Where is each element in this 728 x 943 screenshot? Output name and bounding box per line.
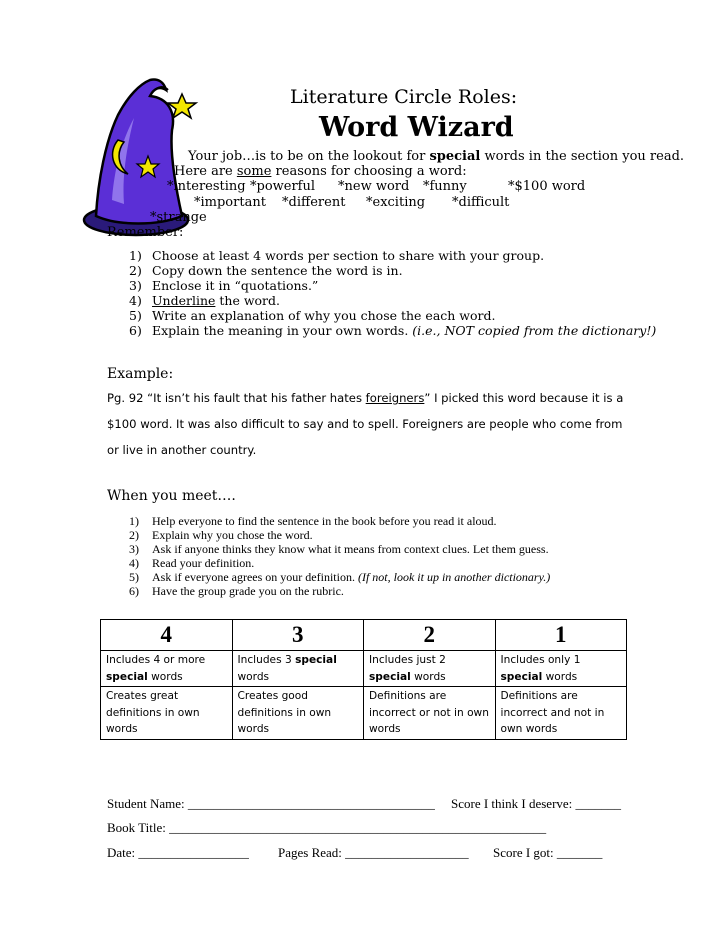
job-description bbox=[188, 149, 684, 164]
rubric-score-header: 1 bbox=[495, 620, 627, 651]
book-title-field[interactable]: Book Title: __________________________________________________________ bbox=[107, 820, 547, 835]
list-text: Choose at least 4 words per section to share with your group. bbox=[152, 248, 545, 263]
cell-text-end: words bbox=[542, 670, 578, 683]
list-text bbox=[152, 570, 550, 585]
rubric-header-row bbox=[101, 620, 627, 651]
list-number: 3) bbox=[129, 278, 142, 293]
reasons-text: Here are bbox=[174, 164, 237, 179]
example-text-end: ” I picked this word because it is a bbox=[424, 391, 624, 405]
list-text: Copy down the sentence the word is in. bbox=[152, 263, 403, 278]
list-number: 6) bbox=[129, 323, 142, 338]
list-text-start: Ask if everyone agrees on your definition. bbox=[152, 570, 358, 584]
reason-item: *funny bbox=[423, 179, 467, 194]
reasons-intro bbox=[174, 164, 467, 179]
reasons-underlined-word: some bbox=[236, 164, 272, 179]
cell-text-end: words bbox=[147, 670, 183, 683]
rubric-table bbox=[100, 619, 627, 740]
job-text: Your job…is to be on the lookout for bbox=[188, 149, 430, 164]
cell-text: Includes 3 bbox=[237, 654, 296, 666]
cell-text: Includes only 1 bbox=[500, 654, 581, 666]
reason-item: *different bbox=[282, 195, 346, 210]
job-text-end: words in the section you read. bbox=[480, 149, 685, 164]
meet-heading: When you meet…. bbox=[107, 488, 236, 504]
list-text: Enclose it in “quotations.” bbox=[152, 278, 319, 293]
example-heading: Example: bbox=[107, 366, 174, 382]
date-field[interactable]: Date: _________________ bbox=[107, 845, 249, 860]
pages-read-field[interactable]: Pages Read: ___________________ bbox=[278, 845, 469, 860]
page-subtitle: Literature Circle Roles: bbox=[290, 86, 518, 108]
rubric-score-header: 2 bbox=[364, 620, 496, 651]
list-number: 5) bbox=[129, 570, 139, 584]
list-text-end: the word. bbox=[215, 293, 280, 308]
cell-bold: special bbox=[106, 670, 148, 683]
list-number: 3) bbox=[129, 542, 139, 556]
rubric-row bbox=[101, 651, 627, 687]
example-text: Pg. 92 “It isn’t his fault that his father hates bbox=[107, 391, 366, 405]
reason-item: *difficult bbox=[452, 195, 510, 210]
rubric-cell: Definitions are incorrect or not in own words bbox=[364, 687, 496, 740]
cell-text: Includes just 2 bbox=[369, 654, 446, 666]
rubric-cell: Creates good definitions in own words bbox=[232, 687, 364, 740]
page-title: Word Wizard bbox=[319, 112, 514, 143]
score-think-field[interactable]: Score I think I deserve: _______ bbox=[451, 796, 622, 811]
reason-item: *exciting bbox=[366, 195, 426, 210]
cell-text-end: words bbox=[410, 670, 446, 683]
cell-bold: special bbox=[295, 654, 337, 666]
rubric-cell bbox=[101, 651, 233, 687]
list-number: 4) bbox=[129, 293, 142, 308]
list-number: 5) bbox=[129, 308, 142, 323]
list-number: 6) bbox=[129, 584, 139, 598]
cell-text: Includes 4 or more bbox=[106, 654, 206, 666]
reason-item: *$100 word bbox=[508, 179, 586, 194]
italic-note: (If not, look it up in another dictionary.) bbox=[357, 570, 551, 584]
list-number: 2) bbox=[129, 528, 139, 542]
list-text: Help everyone to find the sentence in the book before you read it aloud. bbox=[152, 514, 497, 528]
student-name-field[interactable]: Student Name: ______________________________________ bbox=[107, 796, 435, 811]
italic-note: (i.e., NOT copied from the dictionary!) bbox=[412, 323, 657, 338]
list-text bbox=[152, 293, 280, 308]
rubric-cell bbox=[232, 651, 364, 687]
reasons-text-end: reasons for choosing a word: bbox=[271, 164, 467, 179]
example-line-3: or live in another country. bbox=[107, 443, 257, 457]
list-text: Ask if anyone thinks they know what it means from context clues. Let them guess. bbox=[152, 542, 549, 556]
meet-list bbox=[129, 514, 649, 604]
cell-bold: special bbox=[500, 670, 543, 683]
reason-item: *important bbox=[194, 195, 266, 210]
example-line-2: $100 word. It was also difficult to say and to spell. Foreigners are people who come from bbox=[107, 417, 623, 431]
list-text bbox=[152, 323, 656, 338]
rubric-cell: Creates great definitions in own words bbox=[101, 687, 233, 740]
list-text: Read your definition. bbox=[152, 556, 255, 570]
reason-item: *powerful bbox=[250, 179, 316, 194]
cell-bold: special bbox=[369, 670, 411, 683]
remember-heading: Remember: bbox=[107, 225, 184, 240]
list-number: 4) bbox=[129, 556, 139, 570]
reason-item: *new word bbox=[338, 179, 410, 194]
example-line-1 bbox=[107, 391, 623, 405]
cell-text-end: words bbox=[237, 670, 270, 683]
job-bold-word: special bbox=[429, 149, 481, 164]
rubric-cell bbox=[364, 651, 496, 687]
rubric-row bbox=[101, 687, 627, 740]
rubric-score-header: 3 bbox=[232, 620, 364, 651]
underlined-word: Underline bbox=[152, 293, 216, 308]
list-text-start: Explain the meaning in your own words. bbox=[152, 323, 413, 338]
rubric-cell: Definitions are incorrect and not in own words bbox=[495, 687, 627, 740]
list-number: 1) bbox=[129, 248, 142, 263]
list-text: Have the group grade you on the rubric. bbox=[152, 584, 344, 598]
score-got-field[interactable]: Score I got: _______ bbox=[493, 845, 603, 860]
example-underlined-word: foreigners bbox=[365, 391, 425, 405]
list-number: 2) bbox=[129, 263, 142, 278]
rubric-score-header: 4 bbox=[101, 620, 233, 651]
list-number: 1) bbox=[129, 514, 139, 528]
reason-item: *strange bbox=[150, 210, 207, 225]
list-text: Explain why you chose the word. bbox=[152, 528, 313, 542]
rubric-cell bbox=[495, 651, 627, 687]
remember-list bbox=[129, 248, 657, 348]
list-text: Write an explanation of why you chose the each word. bbox=[152, 308, 496, 323]
reason-item: *interesting bbox=[167, 179, 246, 194]
